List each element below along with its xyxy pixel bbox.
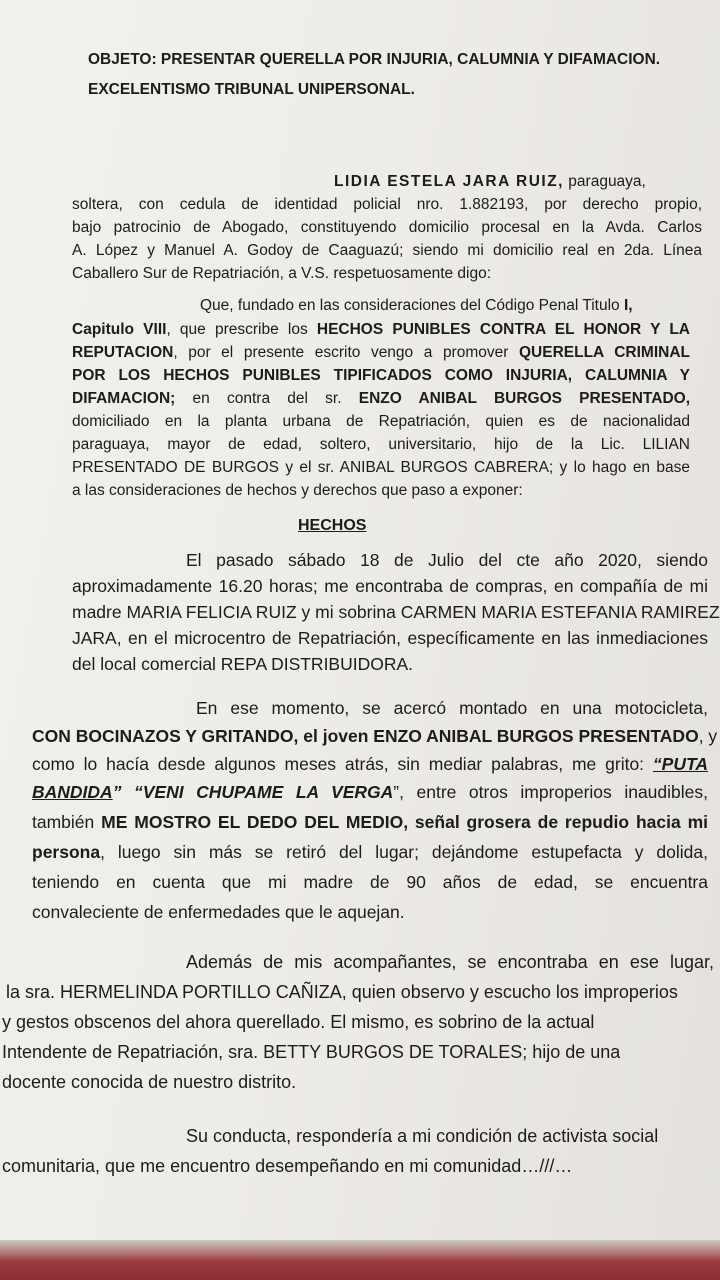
p6-line-1: Su conducta, respondería a mi condición de activista social [186,1126,659,1146]
p2-line-2 [72,320,690,340]
p1-line-1 [334,172,702,192]
p2-line-4: POR LOS HECHOS PUNIBLES TIPIFICADOS COMO INJURIA, CALUMNIA Y [72,367,690,384]
plaintiff-name: LIDIA ESTELA JARA RUIZ, [334,173,564,190]
p2-line-2-a: Capitulo VIII [72,321,167,338]
tribunal-line: EXCELENTISMO TRIBUNAL UNIPERSONAL. [88,81,415,98]
p4-line-6 [32,840,708,864]
p2-line-3-a: REPUTACION [72,344,174,361]
p4-line-2-b: , y [698,726,718,746]
p4-line-7: teniendo en cuenta que mi madre de 90 años de edad, se encuentra [32,872,708,892]
p4-line-5-b: ME MOSTRO EL DEDO DEL MEDIO, señal grosera de repudio hacia mi [101,812,708,832]
p3-line-2: aproximadamente 16.20 horas; me encontraba de compras, en compañía de mi [72,576,708,596]
p2-line-1-b: I, [623,297,633,314]
p5-line-3: y gestos obscenos del ahora querellado. El mismo, es sobrino de la actual [2,1012,595,1032]
p4-line-3-b: “PUTA [652,754,708,774]
p1-line-5: Caballero Sur de Repatriación, a V.S. respetuosamente digo: [72,265,492,282]
p1-line-1-rest: paraguaya, [568,173,646,190]
p2-line-5 [72,389,690,409]
p4-line-3-a: como lo hacía desde algunos meses atrás, sin mediar palabras, me grito: [32,754,653,774]
p6-line-2: comunitaria, que me encuentro desempeñando en mi comunidad…///… [2,1156,573,1176]
hechos-title: HECHOS [298,517,367,534]
p2-line-9: a las consideraciones de hechos y derechos que paso a exponer: [72,482,523,499]
p2-line-8: PRESENTADO DE BURGOS y el sr. ANIBAL BURGOS CABRERA; y lo hago en base [72,459,690,476]
p4-line-6-b: , luego sin más se retiró del lugar; dejándome estupefacta y dolida, [100,842,708,862]
p4-line-8: convaleciente de enfermedades que le aquejan. [32,902,405,922]
p4-line-2-a: CON BOCINAZOS Y GRITANDO, el joven ENZO ANIBAL BURGOS PRESENTADO [32,726,699,746]
p3-line-5: del local comercial REPA DISTRIBUIDORA. [72,654,414,674]
p5-line-4: Intendente de Repatriación, sra. BETTY BURGOS DE TORALES; hijo de una [2,1042,621,1062]
p2-line-6: domiciliado en la planta urbana de Repatriación, quien es de nacionalidad [72,413,690,430]
p5-line-1: Además de mis acompañantes, se encontraba en ese lugar, [186,952,714,972]
p2-line-7: paraguaya, mayor de edad, soltero, universitario, hijo de la Lic. LILIAN [72,436,690,453]
p2-line-3 [72,343,690,363]
p4-line-5 [32,810,708,834]
p4-line-4-b: ” “VENI CHUPAME LA VERGA [112,782,394,802]
p3-line-3: madre MARIA FELICIA RUIZ y mi sobrina CARMEN MARIA ESTEFANIA RAMIREZ [72,602,720,622]
objeto-line: OBJETO: PRESENTAR QUERELLA POR INJURIA, CALUMNIA Y DIFAMACION. [88,51,661,68]
p2-line-1 [200,296,633,316]
p2-line-5-a: DIFAMACION; [72,390,176,407]
p4-line-6-a: persona [32,842,101,862]
p1-line-4: A. López y Manuel A. Godoy de Caaguazú; siendo mi domicilio real en 2da. Línea [72,242,702,259]
p2-line-2-c: HECHOS PUNIBLES CONTRA EL HONOR Y LA [316,321,690,338]
p3-line-4: JARA, en el microcentro de Repatriación, específicamente en las inmediaciones [72,628,708,648]
p2-line-3-b: , por el presente escrito vengo a promover [173,344,519,361]
p4-line-2 [32,724,718,748]
p1-line-3: bajo patrocinio de Abogado, constituyendo domicilio procesal en la Avda. Carlos [72,219,702,236]
p2-line-1-a: Que, fundado en las consideraciones del Código Penal Titulo [200,297,624,314]
p1-line-2: soltera, con cedula de identidad policial nro. 1.882193, por derecho propio, [72,196,702,213]
p2-line-5-c: ENZO ANIBAL BURGOS PRESENTADO, [358,390,690,407]
p4-line-4-c: ”, entre otros improperios inaudibles, [393,782,708,802]
p2-line-2-b: , que prescribe los [166,321,317,338]
p3-line-1: El pasado sábado 18 de Julio del cte año 2020, siendo [186,550,708,570]
p5-line-2: la sra. HERMELINDA PORTILLO CAÑIZA, quien observo y escucho los improperios [6,982,678,1002]
p4-line-1: En ese momento, se acercó montado en una motocicleta, [196,698,708,718]
p4-line-3 [32,752,708,776]
p5-line-5: docente conocida de nuestro distrito. [2,1072,297,1092]
p4-line-4-a: BANDIDA [32,782,113,802]
p2-line-3-c: QUERELLA CRIMINAL [518,344,690,361]
p2-line-5-b: en contra del sr. [175,390,359,407]
p4-line-5-a: también [32,812,102,832]
bottom-edge [0,1240,720,1280]
p4-line-4 [32,780,708,804]
